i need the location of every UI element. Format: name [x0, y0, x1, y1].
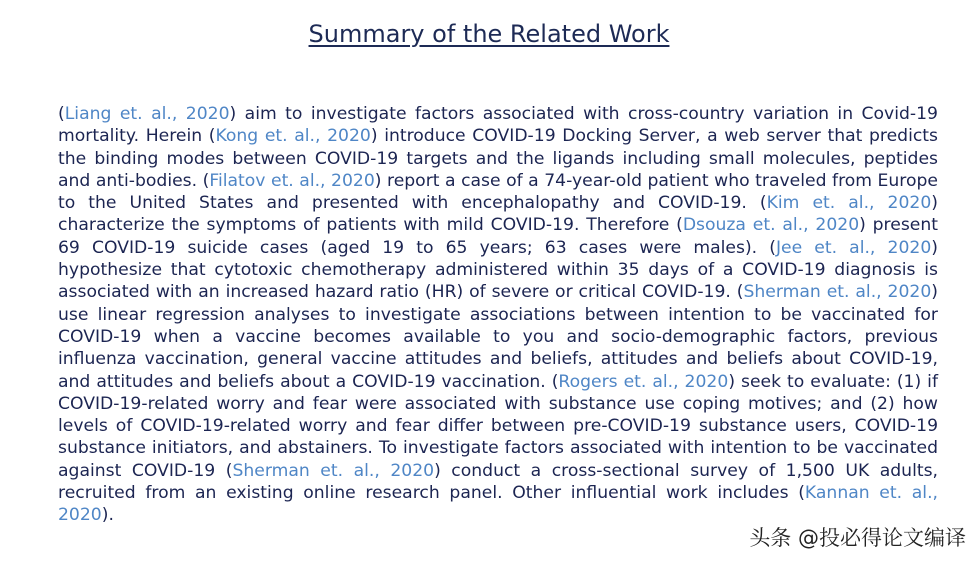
- citation-link-rogers[interactable]: Rogers et. al., 2020: [558, 371, 729, 392]
- paragraph-text: ) characterize the symptoms of patients with mild COVID-19. Therefore (: [58, 193, 938, 236]
- paragraph-text: ) conduct a cross-sectional survey of 1,500 UK adults, recruited from an existing online research panel. Other influential work includes (: [58, 460, 939, 504]
- citation-link-sherman-2[interactable]: Sherman et. al., 2020: [232, 460, 435, 481]
- paragraph-text: ).: [101, 505, 114, 526]
- paragraph-text: ) report a case of a 74-year-old patient who traveled from Europe to the United States and presented with encephalopathy and COVID-19. (: [58, 170, 938, 214]
- citation-link-kannan[interactable]: Kannan et. al., 2020: [58, 483, 938, 526]
- watermark-text: 头条 @投必得论文编译: [749, 526, 966, 550]
- citation-link-kim[interactable]: Kim et. al., 2020: [766, 193, 932, 214]
- paragraph-text: ) use linear regression analyses to investigate associations between intention to be vaccinated for COVID-19 when a vaccine becomes available to you and socio-demographic factors, previous influenza vaccination, general vaccine attitudes and beliefs, attitudes and beliefs about COVID-19, and attitudes and beliefs about a COVID-19 vaccination. (: [58, 282, 938, 392]
- citation-link-sherman[interactable]: Sherman et. al., 2020: [743, 282, 932, 303]
- page-title: Summary of the Related Work: [308, 20, 670, 48]
- citation-link-liang[interactable]: Liang et. al., 2020: [64, 104, 230, 124]
- paragraph-text: ) present 69 COVID-19 suicide cases (aged 19 to 65 years; 63 cases were males). (: [58, 215, 938, 258]
- citation-link-jee[interactable]: Jee et. al., 2020: [775, 237, 932, 258]
- paragraph-text: (: [58, 104, 65, 124]
- citation-link-dsouza[interactable]: Dsouza et. al., 2020: [682, 215, 860, 236]
- paragraph-text: ) hypothesize that cytotoxic chemotherapy administered within 35 days of a COVID-19 diagnosis is associated with an increased hazard ratio (HR) of severe or critical COVID-19. (: [58, 237, 938, 303]
- paragraph-text: ) seek to evaluate: (1) if COVID-19-related worry and fear were associated with substance use coping motives; and (2) how levels of COVID-19-related worry and fear differ between pre-COVID-19 substance users, COVID-19 substance initiators, and abstainers. To investigate factors associated with intention to be vaccinated against COVID-19 (: [58, 371, 939, 481]
- paragraph-text: ) aim to investigate factors associated with cross-country variation in Covid-19 mortality. Herein (: [58, 104, 938, 147]
- paragraph-text: ) introduce COVID-19 Docking Server, a web server that predicts the binding modes between COVID-19 targets and the ligands including small molecules, peptides and anti-bodies. (: [58, 126, 938, 191]
- citation-link-filatov[interactable]: Filatov et. al., 2020: [209, 170, 375, 191]
- citation-link-kong[interactable]: Kong et. al., 2020: [215, 126, 371, 147]
- summary-paragraph: [58, 103, 938, 527]
